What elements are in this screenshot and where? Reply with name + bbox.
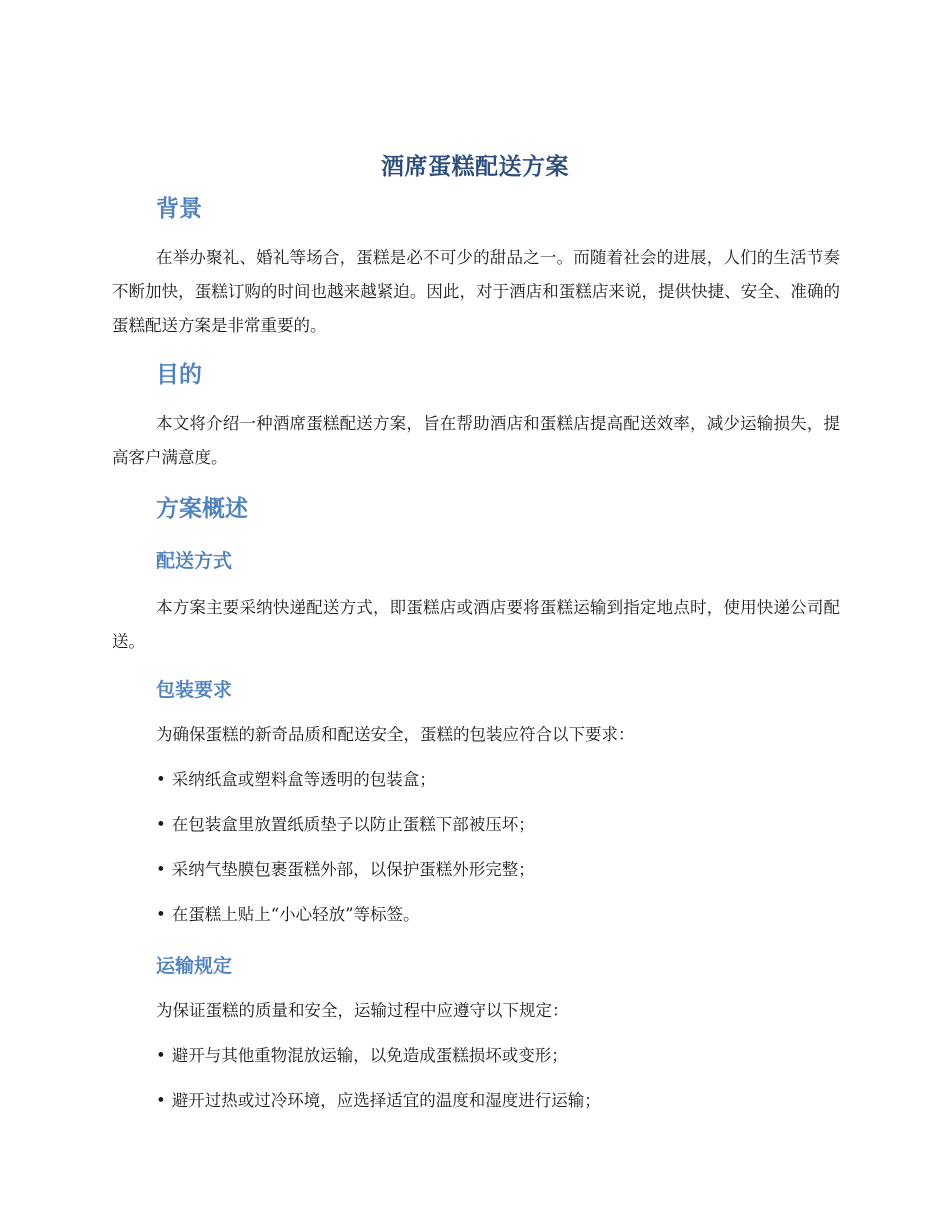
packaging-item-text: 在包装盒里放置纸质垫子以防止蛋糕下部被压坏； (171, 815, 535, 834)
paragraph-purpose: 本文将介绍一种酒席蛋糕配送方案，旨在帮助酒店和蛋糕店提高配送效率，减少运输损失，提高客户满意度。 (112, 414, 840, 467)
bullet-icon: • (156, 770, 166, 789)
heading-overview: 方案概述 (156, 496, 248, 522)
paragraph-delivery: 本方案主要采纳快递配送方式，即蛋糕店或酒店要将蛋糕运输到指定地点时，使用快递公司配送。 (112, 598, 840, 651)
packaging-item-text: 采纳气垫膜包裹蛋糕外部，以保护蛋糕外形完整； (171, 860, 535, 879)
heading-background: 背景 (156, 196, 202, 222)
bullet-icon: • (156, 860, 166, 879)
packaging-list-item (156, 903, 420, 927)
bullet-icon: • (156, 905, 166, 924)
bullet-icon: • (156, 1091, 166, 1110)
paragraph-background: 在举办聚礼、婚礼等场合，蛋糕是必不可少的甜品之一。而随着社会的进展，人们的生活节奏不断加快，蛋糕订购的时间也越来越紧迫。因此，对于酒店和蛋糕店来说，提供快捷、安全、准确的蛋糕配送方案是非常重要的。 (112, 248, 840, 335)
transport-intro: 为保证蛋糕的质量和安全，运输过程中应遵守以下规定： (156, 1001, 569, 1020)
packaging-list-item (156, 768, 436, 792)
transport-item-text: 避开过热或过冷环境，应选择适宜的温度和湿度进行运输； (171, 1091, 601, 1110)
bullet-icon: • (156, 1046, 166, 1065)
packaging-list-item (156, 858, 535, 882)
bullet-icon: • (156, 815, 166, 834)
heading-delivery: 配送方式 (156, 550, 233, 572)
packaging-intro: 为确保蛋糕的新奇品质和配送安全，蛋糕的包装应符合以下要求： (156, 725, 635, 744)
packaging-item-text: 在蛋糕上贴上“小心轻放”等标签。 (171, 905, 420, 924)
heading-purpose: 目的 (156, 362, 202, 388)
document-title: 酒席蛋糕配送方案 (381, 154, 569, 180)
transport-list-item (156, 1044, 568, 1068)
transport-list-item (156, 1089, 601, 1113)
packaging-list-item (156, 813, 535, 837)
packaging-item-text: 采纳纸盒或塑料盒等透明的包装盒； (171, 770, 436, 789)
heading-transport: 运输规定 (156, 955, 233, 977)
heading-packaging: 包装要求 (156, 679, 233, 701)
transport-item-text: 避开与其他重物混放运输，以免造成蛋糕损坏或变形； (171, 1046, 568, 1065)
